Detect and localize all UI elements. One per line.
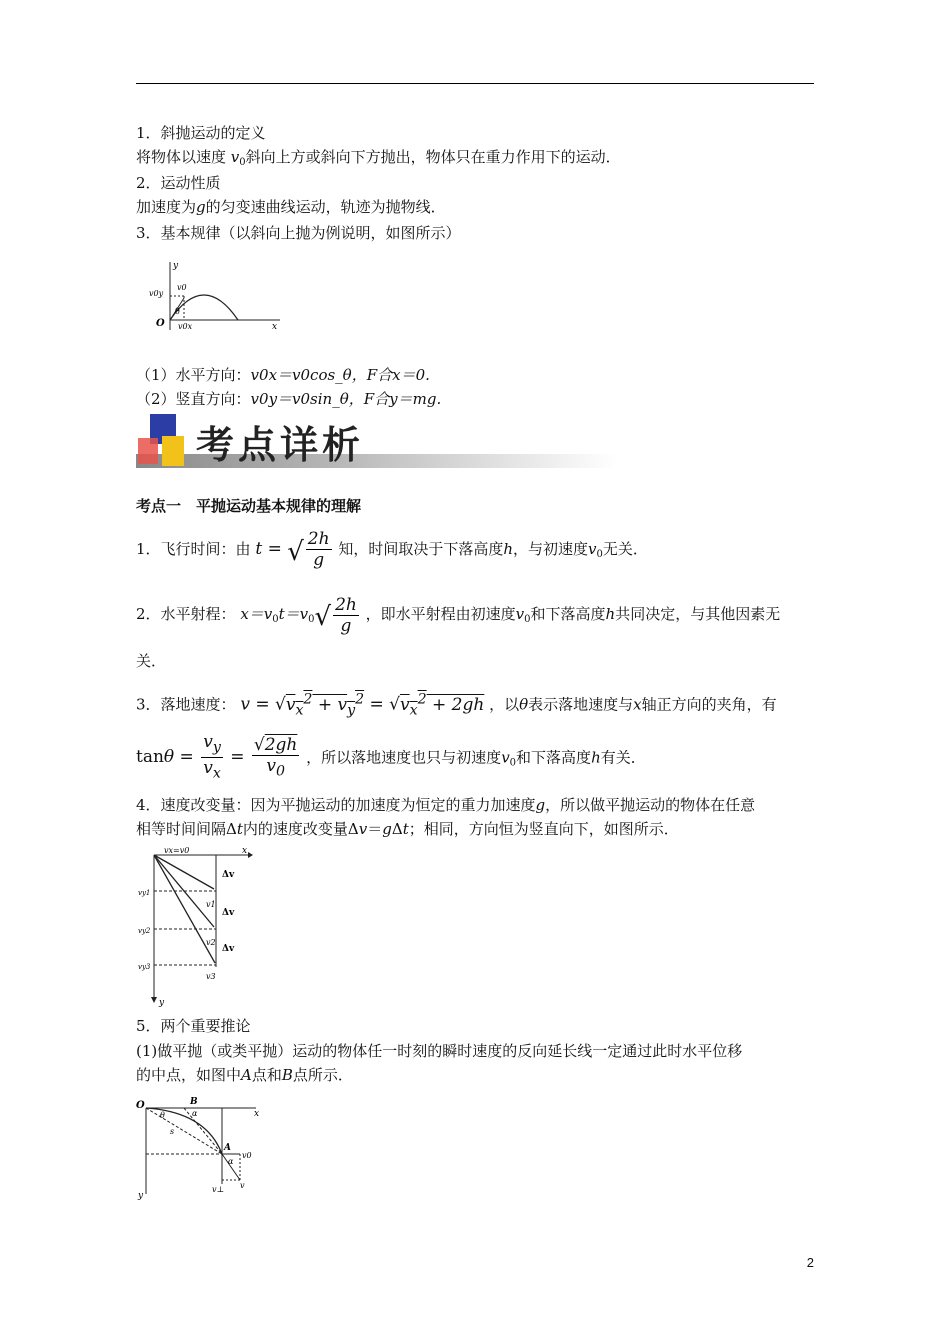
point-5-title: 5．两个重要推论 <box>136 1017 251 1035</box>
section-2-body: 加速度为g的匀变速曲线运动，轨迹为抛物线． <box>136 198 446 216</box>
section-1-title: 1．斜抛运动的定义 <box>136 124 266 142</box>
point-4: 4．速度改变量：因为平抛运动的加速度为恒定的重力加速度g，所以做平抛运动的物体在任意 <box>136 796 756 814</box>
fig2-dv3-label: Δv <box>222 944 235 954</box>
fig3-origin-label: O <box>136 1100 145 1111</box>
fig1-v0x-label: v0x <box>178 322 193 331</box>
point-2: 2．水平射程： $x=v_0t=v_0√$ $\frac{2h}{g}$ ，即水平射程由初速度$v_0$和下落高度h共同决定，与其他因素无 <box>136 594 781 636</box>
point-4-continued: 相等时间间隔Δt内的速度改变量Δv＝gΔt；相同，方向恒为竖直向下，如图所示． <box>136 820 679 838</box>
point-2-continued: 关． <box>136 652 167 670</box>
tan-theta-formula: tanθ = $\frac{v_y}{v_x}$ = $\frac{√2gh}{v_0}$ <box>136 732 298 782</box>
fig3-s-label: s <box>170 1127 175 1136</box>
point-3: 3．落地速度： $v = √v_x^2 + v_y^2 = √v_x^2 + 2gh$ ，以θ表示落地速度与x轴正方向的夹角，有 <box>136 691 777 719</box>
fig3-b-label: B <box>190 1097 198 1107</box>
fig3-v0-label: v0 <box>242 1151 252 1160</box>
oblique-projectile-figure <box>140 250 290 340</box>
fig2-vy2-label: vy2 <box>138 927 151 935</box>
fig2-dv1-label: Δv <box>222 870 235 880</box>
header-rule <box>136 83 814 84</box>
section-2-title: 2．运动性质 <box>136 174 221 192</box>
velocity-change-figure <box>136 845 256 1007</box>
fig2-v3-label: v3 <box>206 972 216 981</box>
banner-graphic <box>136 410 616 472</box>
fig2-y-label: y <box>159 998 165 1007</box>
fig3-y-label: y <box>138 1191 144 1201</box>
page-number: 2 <box>806 1255 814 1270</box>
point-5-body: (1)做平抛（或类平抛）运动的物体任一时刻的瞬时速度的反向延长线一定通过此时水平位移 <box>136 1042 743 1060</box>
point-1: 1．飞行时间：由 t = √ $\frac{2h}{g}$ 知，时间取决于下落高度h，与初速度$v_0$无关． <box>136 529 648 570</box>
fig3-alpha2-label: α <box>228 1157 234 1166</box>
landing-velocity-formula: $v = √v_x^2 + v_y^2 = √v_x^2 + 2gh$ <box>240 691 485 719</box>
fig3-theta-label: θ <box>160 1111 165 1120</box>
range-formula: $x=v_0t=v_0√$ $\frac{2h}{g}$ <box>240 594 357 636</box>
fig2-v2-label: v2 <box>206 938 216 947</box>
fig3-v-label: v <box>240 1181 245 1190</box>
fig1-v0-label: v0 <box>177 283 187 292</box>
topic-1-title: 考点一 平抛运动基本规律的理解 <box>136 497 362 515</box>
inference-figure <box>136 1092 266 1204</box>
point-3-tan: tanθ = $\frac{v_y}{v_x}$ = $\frac{√2gh}{v_0}$ ，所以落地速度也只与初速度$v_0$和下落高度h有关． <box>136 732 646 782</box>
fig2-dv2-label: Δv <box>222 908 235 918</box>
fig2-vy3-label: vy3 <box>138 963 151 971</box>
section-3-title: 3．基本规律（以斜向上抛为例说明，如图所示） <box>136 224 461 242</box>
fig2-vx-label: vx=v0 <box>164 846 190 855</box>
fig1-v0y-label: v0y <box>149 289 164 298</box>
fig1-theta-label: θ <box>175 307 180 316</box>
fig1-origin-label: O <box>156 318 165 329</box>
section-1-body: 将物体以速度 $v_0$斜向上方或斜向下方抛出，物体只在重力作用下的运动． <box>136 148 621 168</box>
fig1-x-label: x <box>272 322 278 332</box>
rule-horizontal: （1）水平方向：v0x＝v0cos_θ，F合x＝0. <box>136 366 430 384</box>
fig3-a-label: A <box>224 1143 231 1153</box>
fig3-vy-label: v⊥ <box>212 1185 225 1194</box>
section-banner <box>136 410 616 472</box>
fig2-x-label: x <box>242 846 248 856</box>
fig3-alpha1-label: α <box>192 1109 198 1118</box>
fig2-v1-label: v1 <box>206 900 216 909</box>
rule-vertical: （2）竖直方向：v0y＝v0sin_θ，F合y＝mg. <box>136 390 442 408</box>
banner-title: 考点详析 <box>196 422 365 467</box>
point-5-body-continued: 的中点，如图中A点和B点所示． <box>136 1066 353 1084</box>
fig3-x-label: x <box>254 1109 260 1119</box>
flight-time-formula: t = √ $\frac{2h}{g}$ <box>255 529 330 570</box>
fig2-vy1-label: vy1 <box>138 889 151 897</box>
fig1-y-label: y <box>173 261 179 271</box>
